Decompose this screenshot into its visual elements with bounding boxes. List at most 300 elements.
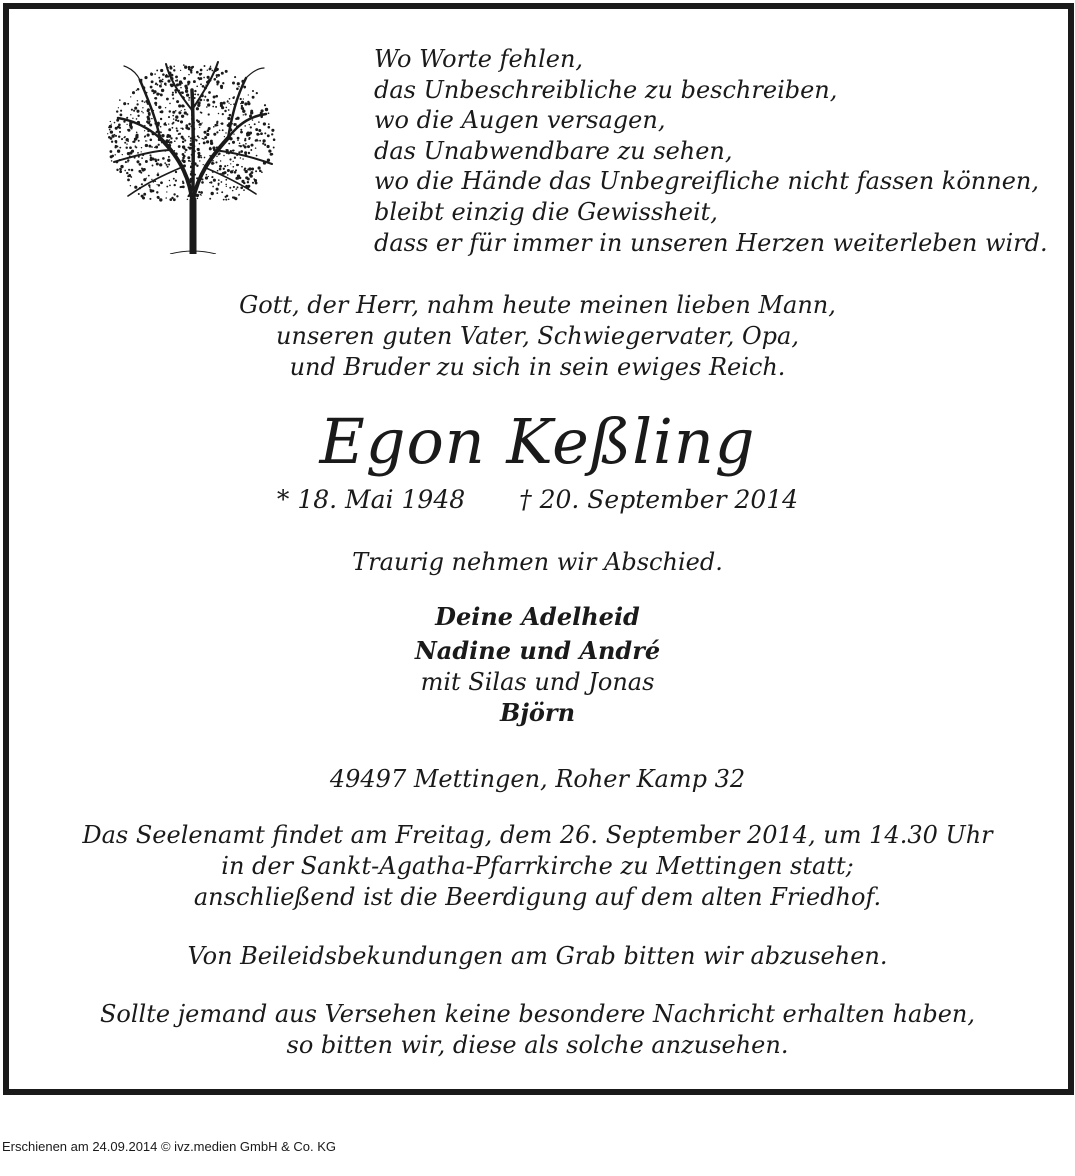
tree-leaf (119, 127, 121, 129)
tree-leaf (173, 69, 175, 71)
tree-leaf (165, 107, 166, 108)
tree-leaf (111, 160, 113, 162)
tree-leaf (162, 79, 164, 81)
tree-leaf (160, 126, 162, 128)
tree-leaf (178, 162, 179, 163)
tree-leaf (227, 101, 229, 103)
tree-leaf (159, 79, 162, 82)
tree-leaf (191, 154, 193, 156)
tree-leaf (227, 152, 230, 155)
tree-leaf (230, 150, 232, 152)
tree-leaf (151, 118, 152, 119)
tree-leaf (185, 124, 188, 127)
tree-leaf (234, 197, 237, 200)
tree-leaf (169, 103, 171, 105)
tree-leaf (218, 184, 220, 186)
tree-leaf (182, 138, 184, 140)
tree-leaf (229, 137, 231, 139)
tree-leaf (188, 97, 190, 99)
tree-leaf (182, 153, 185, 156)
poem-line: das Unbeschreibliche zu beschreiben, (374, 75, 838, 104)
tree-leaf (249, 132, 252, 135)
tree-leaf (236, 88, 239, 91)
tree-leaf (210, 159, 212, 161)
tree-leaf (224, 141, 226, 143)
tree-leaf (178, 90, 180, 92)
tree-leaf (119, 131, 121, 133)
tree-leaf (218, 179, 220, 181)
family-grandchildren: mit Silas und Jonas (420, 668, 655, 696)
tree-leaf (172, 123, 174, 125)
tree-leaf (242, 110, 245, 113)
tree-leaf (206, 87, 207, 88)
tree-leaf (223, 199, 225, 201)
tree-leaf (255, 182, 258, 185)
tree-leaf (242, 144, 244, 146)
tree-leaf (184, 100, 185, 101)
tree-leaf (170, 67, 173, 70)
tree-leaf (125, 161, 127, 163)
tree-leaf (212, 101, 215, 104)
tree-leaf (207, 70, 208, 71)
tree-leaf (223, 168, 225, 170)
closing-note (0, 999, 1075, 1061)
closing-line: Sollte jemand aus Versehen keine besondere Nachricht erhalten haben, (99, 1000, 976, 1028)
tree-leaf (175, 91, 177, 93)
tree-leaf (134, 107, 137, 110)
tree-leaf (157, 135, 160, 138)
tree-leaf (216, 122, 218, 124)
poem-line: das Unabwendbare zu sehen, (374, 136, 733, 165)
tree-leaf (162, 157, 165, 160)
tree-leaf (246, 119, 248, 121)
tree-leaf (206, 99, 209, 102)
tree-leaf (142, 107, 143, 108)
tree-leaf (173, 193, 175, 195)
tree-leaf (164, 162, 166, 164)
tree-leaf (240, 186, 243, 189)
tree-leaf (167, 67, 168, 68)
tree-leaf (180, 70, 181, 71)
tree-leaf (116, 110, 118, 112)
tree-leaf (176, 100, 179, 103)
tree-leaf (190, 125, 192, 127)
tree-leaf (273, 147, 275, 149)
tree-leaf (192, 183, 194, 185)
tree-leaf (155, 145, 158, 148)
tree-leaf (180, 120, 183, 123)
tree-leaf (141, 151, 142, 152)
tree-leaf (215, 106, 217, 108)
tree-leaf (221, 122, 224, 125)
tree-leaf (187, 199, 188, 200)
tree-leaf (174, 184, 176, 186)
tree-leaf (175, 119, 177, 121)
tree-leaf (137, 115, 139, 117)
tree-leaf (226, 152, 228, 154)
tree-leaf (256, 155, 258, 157)
tree-leaf (176, 130, 178, 132)
tree-leaf (266, 108, 268, 110)
tree-leaf (189, 180, 192, 183)
tree-leaf (200, 112, 202, 114)
tree-leaf (111, 124, 112, 125)
tree-leaf (230, 104, 231, 105)
tree-leaf (245, 170, 248, 173)
tree-leaf (203, 142, 206, 145)
tree-leaf (184, 151, 185, 152)
tree-leaf (216, 192, 218, 194)
tree-leaf (110, 130, 113, 133)
tree-leaf (110, 121, 111, 122)
tree-leaf (258, 134, 260, 136)
tree-leaf (193, 122, 195, 124)
tree-leaf (200, 69, 203, 72)
tree-leaf (221, 72, 224, 75)
tree-leaf (126, 117, 128, 119)
tree-leaf (192, 136, 194, 138)
tree-leaf (154, 102, 157, 105)
tree-leaf (145, 100, 148, 103)
intro-line: Gott, der Herr, nahm heute meinen lieben Mann, (239, 291, 836, 319)
tree-leaf (204, 157, 206, 159)
deceased-name: Egon Keßling (319, 405, 756, 478)
tree-leaf (229, 158, 231, 160)
tree-leaf (115, 127, 118, 130)
tree-leaf (156, 93, 159, 96)
tree-leaf (224, 165, 226, 167)
tree-leaf (219, 165, 222, 168)
tree-leaf (248, 167, 251, 170)
tree-leaf (120, 110, 122, 112)
tree-leaf (161, 134, 164, 137)
tree-leaf (227, 169, 230, 172)
tree-leaf (176, 127, 178, 129)
tree-leaf (148, 184, 150, 186)
tree-leaf (206, 106, 208, 108)
tree-leaf (210, 66, 211, 67)
tree-leaf (114, 154, 115, 155)
tree-leaf (260, 112, 263, 115)
tree-leaf (194, 174, 196, 176)
tree-leaf (181, 110, 182, 111)
tree-leaf (211, 176, 213, 178)
tree-leaf (205, 165, 208, 168)
tree-leaf (116, 169, 118, 171)
tree-leaf (115, 145, 117, 147)
tree-leaf (107, 133, 108, 134)
tree-leaf (216, 68, 219, 71)
tree-leaf (228, 199, 230, 201)
tree-leaf (235, 188, 237, 190)
tree-leaf (240, 129, 242, 131)
tree-leaf (188, 193, 191, 196)
tree-leaf (193, 162, 196, 165)
tree-leaf (208, 161, 210, 163)
tree-leaf (156, 84, 158, 86)
tree-leaf (199, 123, 202, 126)
tree-leaf (182, 182, 184, 184)
tree-leaf (232, 82, 235, 85)
tree-leaf (149, 123, 152, 126)
tree-leaf (150, 157, 153, 160)
tree-leaf (250, 110, 253, 113)
closing-line: so bitten wir, diese als solche anzusehen. (286, 1031, 789, 1059)
tree-leaf (164, 83, 167, 86)
tree-leaf (267, 145, 270, 148)
tree-leaf (118, 136, 120, 138)
tree-leaf (134, 157, 136, 159)
tree-leaf (116, 119, 119, 122)
tree-leaf (175, 179, 177, 181)
tree-leaf (129, 146, 132, 149)
tree-leaf (135, 123, 137, 125)
tree-leaf (225, 184, 227, 186)
tree-leaf (119, 159, 121, 161)
tree-leaf (178, 104, 181, 107)
tree-leaf (221, 181, 223, 183)
tree-leaf (216, 131, 218, 133)
tree-leaf (216, 146, 218, 148)
tree-leaf (172, 115, 174, 117)
tree-leaf (138, 140, 140, 142)
tree-leaf (212, 106, 214, 108)
tree-leaf (183, 64, 185, 66)
tree-leaf (179, 133, 181, 135)
tree-leaf (220, 173, 222, 175)
tree-leaf (170, 77, 173, 80)
tree-leaf (250, 144, 253, 147)
tree-leaf (160, 131, 162, 133)
tree-leaf (250, 149, 252, 151)
tree-leaf (233, 150, 235, 152)
family-list (0, 600, 1075, 730)
tree-leaf (196, 194, 199, 197)
tree-leaf (248, 94, 249, 95)
tree-leaf (168, 116, 170, 118)
tree-leaf (162, 81, 164, 83)
tree-leaf (134, 186, 137, 189)
tree-leaf (129, 121, 132, 124)
tree-leaf (205, 176, 208, 179)
tree-leaf (148, 175, 150, 177)
tree-leaf (157, 159, 159, 161)
tree-leaf (196, 165, 198, 167)
tree-leaf (197, 198, 199, 200)
tree-leaf (243, 189, 245, 191)
tree-leaf (209, 147, 212, 150)
tree-leaf (237, 82, 240, 85)
tree-leaf (111, 155, 114, 158)
tree-leaf (131, 109, 133, 111)
tree-leaf (228, 109, 230, 111)
tree-leaf (238, 194, 240, 196)
tree-leaf (209, 67, 212, 70)
tree-leaf (262, 142, 264, 144)
tree-leaf (201, 94, 204, 97)
tree-leaf (120, 114, 123, 117)
tree-leaf (201, 181, 204, 184)
tree-leaf (229, 98, 231, 100)
tree-leaf (240, 145, 242, 147)
tree-leaf (180, 91, 182, 93)
tree-leaf (144, 76, 147, 79)
tree-leaf (230, 163, 231, 164)
tree-leaf (191, 197, 193, 199)
tree-leaf (213, 96, 216, 99)
tree-leaf (234, 157, 236, 159)
tree-leaf (240, 98, 242, 100)
tree-leaf (237, 186, 239, 188)
tree-leaf (154, 158, 157, 161)
tree-leaf (120, 165, 123, 168)
tree-leaf (115, 135, 117, 137)
tree-leaf (193, 80, 196, 83)
tree-leaf (241, 105, 243, 107)
tree-leaf (232, 196, 234, 198)
tree-leaf (156, 191, 158, 193)
tree-leaf (139, 80, 142, 83)
tree-leaf (164, 122, 166, 124)
tree-leaf (267, 126, 270, 129)
tree-leaf (146, 92, 148, 94)
tree-leaf (242, 158, 244, 160)
tree-leaf (222, 82, 224, 84)
tree-leaf (177, 120, 179, 122)
life-dates (0, 484, 1075, 516)
tree-leaf (153, 110, 154, 111)
tree-leaf (203, 164, 204, 165)
tree-leaf (175, 171, 177, 173)
poem-line: Wo Worte fehlen, (374, 45, 584, 73)
tree-leaf (184, 174, 187, 177)
tree-leaf (182, 128, 184, 130)
intro-line: unseren guten Vater, Schwiegervater, Opa, (276, 322, 799, 350)
tree-leaf (211, 155, 213, 157)
tree-leaf (209, 198, 211, 200)
tree-leaf (141, 100, 143, 102)
tree-leaf (220, 104, 223, 107)
tree-leaf (227, 124, 230, 127)
tree-leaf (142, 112, 143, 113)
tree-leaf (210, 142, 213, 145)
tree-leaf (196, 177, 198, 179)
tree-leaf (233, 186, 235, 188)
tree-leaf (149, 154, 151, 156)
tree-leaf (121, 138, 123, 140)
tree-leaf (193, 150, 195, 152)
tree-leaf (151, 146, 153, 148)
tree-leaf (199, 160, 200, 161)
tree-leaf (216, 188, 219, 191)
tree-leaf (169, 110, 171, 112)
tree-leaf (180, 128, 181, 129)
tree-leaf (273, 138, 276, 141)
tree-leaf (196, 107, 199, 110)
tree-leaf (249, 173, 252, 176)
tree-leaf (219, 168, 222, 171)
tree-leaf (124, 136, 126, 138)
tree-leaf (204, 65, 206, 67)
tree-leaf (149, 120, 151, 122)
tree-leaf (256, 92, 258, 94)
tree-leaf (136, 103, 138, 105)
tree-leaf (137, 121, 140, 124)
tree-leaf (243, 114, 244, 115)
tree-leaf (176, 80, 177, 81)
tree-leaf (168, 156, 170, 158)
tree-leaf (252, 90, 254, 92)
tree-leaf (213, 78, 216, 81)
tree-leaf (198, 101, 201, 104)
tree-leaf (168, 128, 171, 131)
tree-leaf (189, 188, 190, 189)
tree-leaf (127, 129, 128, 130)
tree-leaf (187, 146, 189, 148)
service-line: anschließend ist die Beerdigung auf dem alten Friedhof. (193, 883, 882, 911)
tree-leaf (212, 171, 214, 173)
tree-leaf (168, 144, 171, 147)
tree-leaf (160, 181, 163, 184)
tree-leaf (198, 179, 200, 181)
tree-leaf (174, 140, 176, 142)
tree-leaf (175, 157, 178, 160)
tree-leaf (271, 129, 274, 132)
tree-leaf (168, 164, 170, 166)
tree-leaf (165, 75, 168, 78)
tree-leaf (118, 107, 119, 108)
tree-leaf (178, 111, 181, 114)
tree-leaf (114, 122, 116, 124)
tree-leaf (150, 86, 153, 89)
tree-leaf (156, 69, 158, 71)
tree-leaf (218, 113, 220, 115)
tree-leaf (196, 119, 198, 121)
tree-leaf (233, 133, 234, 134)
tree-leaf (202, 138, 204, 140)
publication-footer: Erschienen am 24.09.2014 © ivz.medien GmbH & Co. KG (2, 1139, 337, 1154)
tree-leaf (197, 148, 200, 151)
tree-leaf (197, 184, 199, 186)
tree-leaf (169, 198, 172, 201)
tree-leaf (226, 107, 228, 109)
tree-leaf (206, 174, 208, 176)
tree-leaf (145, 140, 146, 141)
tree-leaf (203, 77, 205, 79)
tree-leaf (148, 112, 151, 115)
tree-leaf (197, 77, 199, 79)
tree-leaf (223, 102, 226, 105)
tree-leaf (242, 101, 243, 102)
tree-leaf (198, 191, 200, 193)
tree-leaf (147, 128, 149, 130)
service-line: in der Sankt-Agatha-Pfarrkirche zu Mettingen statt; (221, 852, 854, 880)
tree-leaf (135, 135, 138, 138)
tree-leaf (200, 191, 203, 194)
tree-leaf (173, 118, 174, 119)
tree-leaf (157, 196, 160, 199)
tree-leaf (138, 156, 140, 158)
tree-leaf (124, 170, 126, 172)
tree-leaf (259, 140, 261, 142)
tree-leaf (271, 133, 273, 135)
tree-leaf (235, 177, 238, 180)
tree-leaf (244, 113, 246, 115)
tree-leaf (220, 160, 221, 161)
tree-leaf (170, 141, 173, 144)
tree-leaf (150, 139, 153, 142)
tree-leaf (150, 108, 151, 109)
